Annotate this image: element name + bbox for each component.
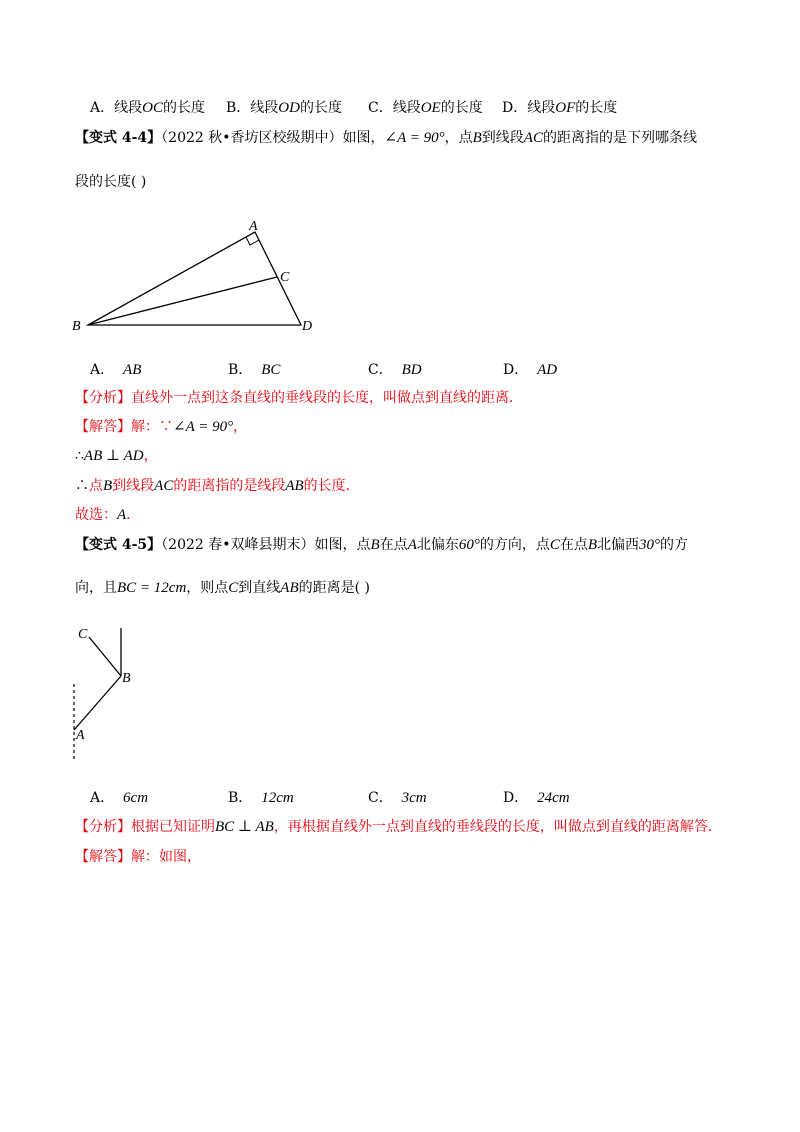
q45-option-d: D． 24cm: [503, 790, 570, 806]
q44-step2: ∴点B到线段AC的距离指的是线段AB的长度．: [75, 478, 360, 494]
q44-answer: 【解答】解：∵∠A = 90°，: [75, 419, 248, 435]
right-angle-mark: [246, 237, 259, 245]
segment-bc: [89, 637, 121, 676]
label-c: C: [280, 270, 290, 285]
q45-answer: 【解答】解：如图，: [75, 849, 201, 865]
q45-analysis: 【分析】根据已知证明BC ⊥ AB，再根据直线外一点到直线的垂线段的长度，叫做点到直线的距离解答．: [75, 819, 722, 835]
segment-bc: [88, 277, 277, 325]
q44-option-b: B． BC: [228, 362, 281, 378]
top-option-d: D．线段OF的长度: [502, 100, 618, 116]
label-a: A: [249, 219, 258, 234]
q45-option-c: C． 3cm: [368, 790, 427, 806]
q45-stem-line1: 【变式 4-5】（2022 春•双峰县期末）如图，点B在点A北偏东60°的方向，点C在点B北偏西30°的方: [75, 537, 689, 553]
q44-step1: ∴AB ⊥ AD，: [75, 448, 158, 464]
segment-ab: [74, 676, 121, 730]
label-a: A: [76, 728, 85, 743]
q45-option-a: A． 6cm: [90, 790, 149, 806]
top-option-a: A．线段OC的长度: [90, 100, 205, 116]
q45-stem-line2: 向，且BC = 12cm，则点C到直线AB的距离是( ): [75, 580, 370, 596]
q45-option-b: B． 12cm: [228, 790, 294, 806]
label-d: D: [302, 319, 313, 334]
q44-figure: [60, 210, 330, 340]
q45-figure: [60, 618, 170, 763]
label-c: C: [78, 627, 88, 642]
q44-option-a: A． AB: [90, 362, 142, 378]
q44-analysis: 【分析】直线外一点到这条直线的垂线段的长度，叫做点到直线的距离．: [75, 390, 523, 406]
q44-stem-line1: 【变式 4-4】（2022 秋•香坊区校级期中）如图，∠A = 90°，点B到线段AC的距离指的是下列哪条线: [75, 130, 697, 146]
top-option-b: B．线段OD的长度: [226, 100, 342, 116]
label-b: B: [72, 319, 81, 334]
q44-choice: 故选：A．: [75, 507, 141, 523]
top-option-c: C．线段OE的长度: [368, 100, 483, 116]
q44-option-c: C． BD: [368, 362, 422, 378]
q44-stem-line2: 段的长度( ): [75, 174, 147, 190]
q44-option-d: D． AD: [503, 362, 558, 378]
label-b: B: [122, 671, 131, 686]
